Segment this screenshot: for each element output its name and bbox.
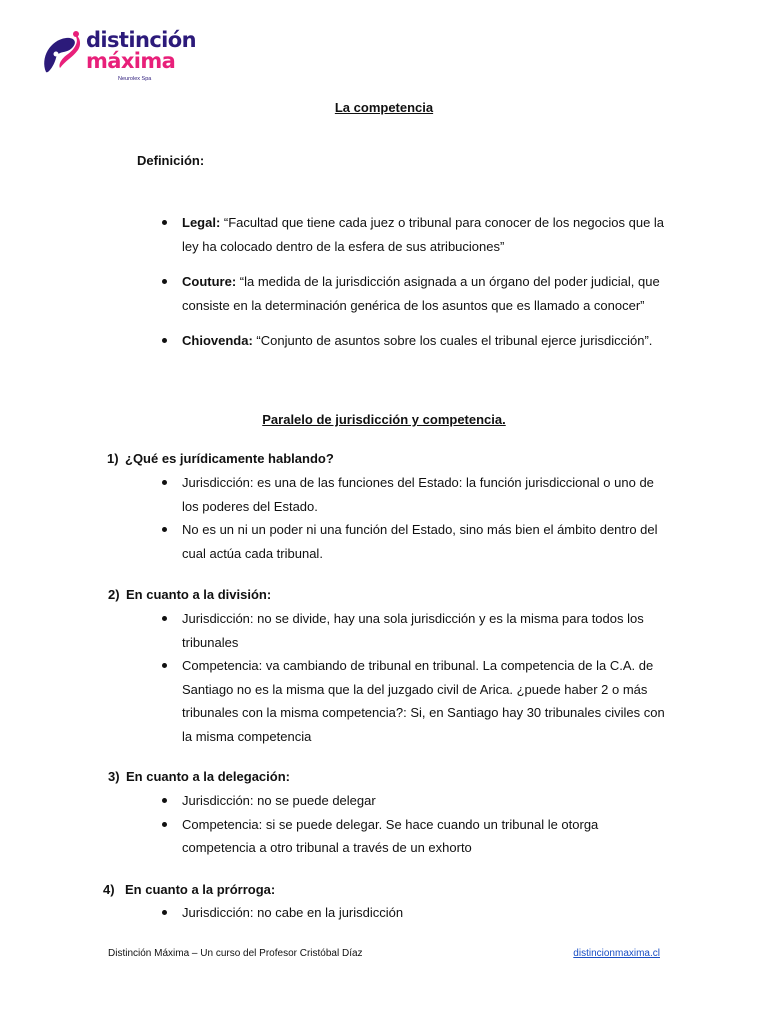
section-title: En cuanto a la división: xyxy=(126,587,272,602)
section-title: ¿Qué es jurídicamente hablando? xyxy=(125,451,334,466)
logo-mark-icon xyxy=(36,28,88,80)
section-title: En cuanto a la delegación: xyxy=(126,769,290,784)
logo-subtitle: Neurolex Spa xyxy=(118,76,152,82)
page-title: La competencia xyxy=(334,100,434,115)
logo xyxy=(36,24,196,88)
item-label: Chiovenda: xyxy=(182,333,253,348)
list-item: Competencia: va cambiando de tribunal en tribunal. La competencia de la C.A. de Santiago no es la misma que la del juzgado civil de Arica. ¿puede haber 2 o más tribunales con la misma competencia?: Si, en Santiago hay 30 tribunales civiles con la misma competencia xyxy=(182,654,672,748)
paralelo-heading: Paralelo de jurisdicción y competencia. xyxy=(262,412,506,427)
footer-text: Distinción Máxima – Un curso del Profesor Cristóbal Díaz xyxy=(108,948,363,959)
section-number: 1) xyxy=(107,451,119,466)
footer-link[interactable]: distincionmaxima.cl xyxy=(573,948,660,959)
list-item: Competencia: si se puede delegar. Se hace cuando un tribunal le otorga competencia a otro tribunal a través de un exhorto xyxy=(182,813,672,860)
definicion-heading: Definición: xyxy=(137,153,205,168)
section-number: 3) xyxy=(108,769,120,784)
item-text: “Facultad que tiene cada juez o tribunal para conocer de los negocios que la ley ha colocado dentro de la esfera de sus atribuciones” xyxy=(182,215,665,254)
section-list xyxy=(182,901,672,925)
logo-line2: máxima xyxy=(86,49,176,73)
section-title: En cuanto a la prórroga: xyxy=(125,882,276,897)
logo-wordmark xyxy=(86,30,196,72)
list-item: Jurisdicción: no se puede delegar xyxy=(182,789,672,813)
section-number: 2) xyxy=(108,587,120,602)
list-item xyxy=(182,270,672,317)
item-label: Couture: xyxy=(182,274,237,289)
list-item: No es un ni un poder ni una función del Estado, sino más bien el ámbito dentro del cual actúa cada tribunal. xyxy=(182,518,672,565)
item-label: Legal: xyxy=(182,215,221,230)
section-list xyxy=(182,607,672,748)
list-item xyxy=(182,211,672,258)
item-text: “Conjunto de asuntos sobre los cuales el tribunal ejerce jurisdicción”. xyxy=(252,333,653,348)
definicion-list xyxy=(182,211,672,353)
list-item: Jurisdicción: es una de las funciones del Estado: la función jurisdiccional o uno de los poderes del Estado. xyxy=(182,471,672,518)
logo-line1: distinción xyxy=(86,28,196,52)
section-list xyxy=(182,789,672,860)
section-list xyxy=(182,471,672,565)
section-number: 4) xyxy=(103,882,115,897)
list-item xyxy=(182,329,672,353)
item-text: “la medida de la jurisdicción asignada a un órgano del poder judicial, que consiste en la determinación genérica de los asuntos que es llamado a conocer” xyxy=(182,274,660,313)
list-item: Jurisdicción: no se divide, hay una sola jurisdicción y es la misma para todos los tribunales xyxy=(182,607,672,654)
list-item: Jurisdicción: no cabe en la jurisdicción xyxy=(182,901,672,925)
